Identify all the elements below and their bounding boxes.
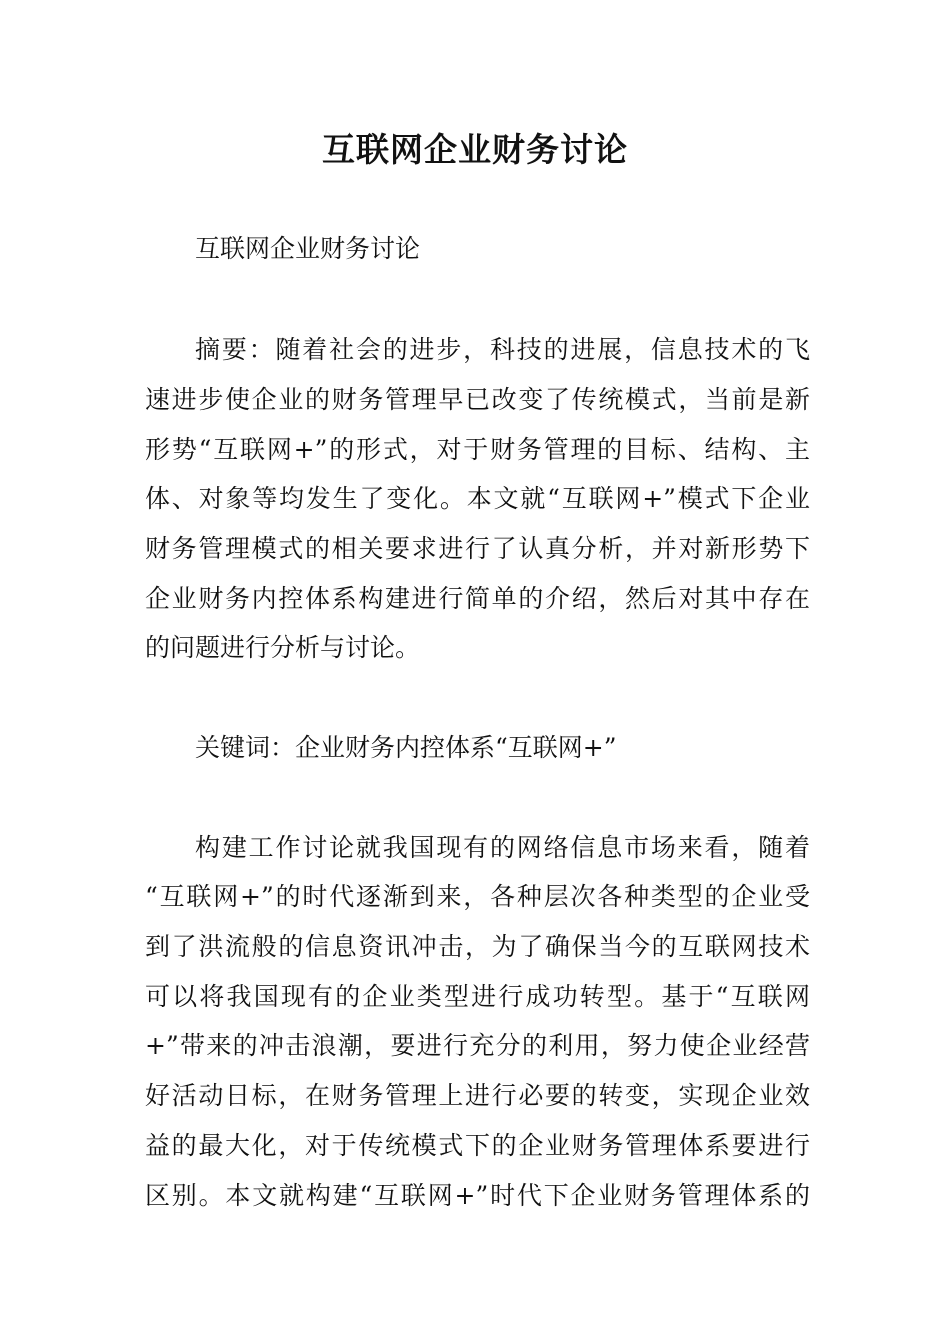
document-title: 互联网企业财务讨论: [322, 130, 628, 169]
body-line: +”带来的冲击浪潮，要进行充分的利用，努力使企业经营: [145, 1031, 810, 1060]
body-line: 可以将我国现有的企业类型进行成功转型。基于“互联网: [145, 982, 810, 1011]
abstract-line: 的问题进行分析与讨论。: [145, 633, 421, 662]
abstract-line: 体、对象等均发生了变化。本文就“互联网+”模式下企业: [145, 484, 810, 513]
body-line: 构建工作讨论就我国现有的网络信息市场来看，随着: [195, 833, 810, 862]
abstract-line: 企业财务内控体系构建进行简单的介绍，然后对其中存在: [145, 584, 810, 613]
body-line: 益的最大化，对于传统模式下的企业财务管理体系要进行: [145, 1131, 810, 1160]
abstract-line: 形势“互联网+”的形式，对于财务管理的目标、结构、主: [145, 435, 810, 464]
abstract-line: 速进步使企业的财务管理早已改变了传统模式，当前是新: [145, 385, 810, 414]
subtitle-line: 互联网企业财务讨论: [195, 234, 421, 263]
body-line: 好活动日标，在财务管理上进行必要的转变，实现企业效: [145, 1081, 810, 1110]
body-line: 区别。本文就构建“互联网+”时代下企业财务管理体系的: [145, 1181, 810, 1210]
abstract-line: 摘要：随着社会的进步，科技的进展，信息技术的飞: [195, 335, 810, 364]
keywords-line: 关键词：企业财务内控体系“互联网+”: [195, 733, 617, 762]
body-line: 到了洪流般的信息资讯冲击，为了确保当今的互联网技术: [145, 932, 810, 961]
abstract-line: 财务管理模式的相关要求进行了认真分析，并对新形势下: [145, 534, 810, 563]
body-line: “互联网+”的时代逐渐到来，各种层次各种类型的企业受: [145, 882, 810, 911]
